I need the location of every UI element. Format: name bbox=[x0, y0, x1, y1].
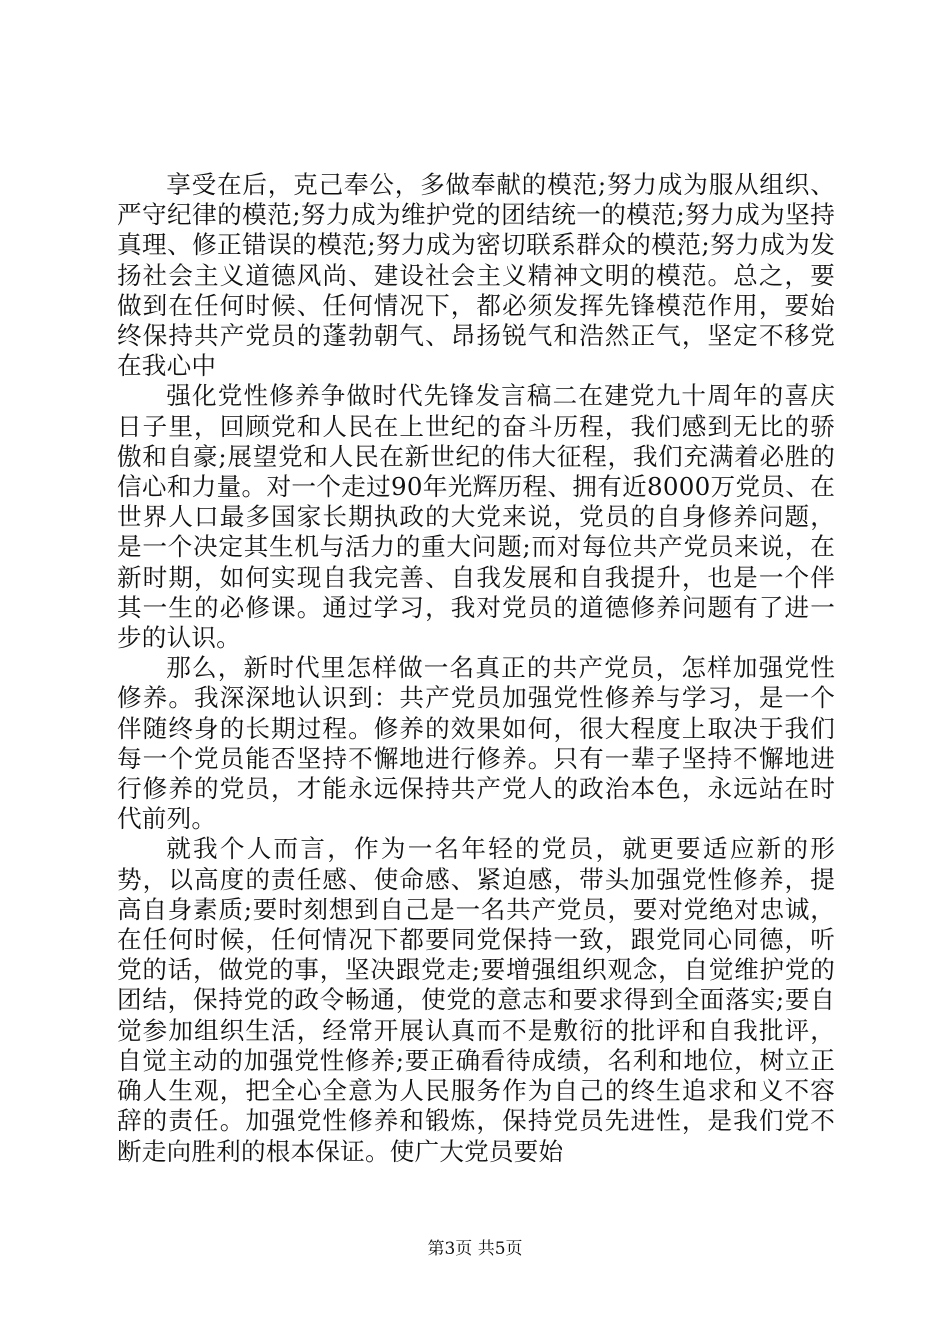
paragraph: 就我个人而言，作为一名年轻的党员，就更要适应新的形势，以高度的责任感、使命感、紧迫感，带头加强党性修养，提高自身素质;要时刻想到自己是一名共产党员，要对党绝对忠诚，在任何时候，任何情况下都要同党保持一致，跟党同心同德，听党的话，做党的事，坚决跟党走;要增强组织观念，自觉维护党的团结，保持党的政令畅通，使党的意志和要求得到全面落实;要自觉参加组织生活，经常开展认真而不是敷衍的批评和自我批评，自觉主动的加强党性修养;要正确看待成绩，名利和地位，树立正确人生观，把全心全意为人民服务作为自己的终生追求和义不容辞的责任。加强党性修养和锻炼，保持党员先进性，是我们党不断走向胜利的根本保证。使广大党员要始 bbox=[117, 834, 835, 1166]
paragraph: 享受在后，克己奉公，多做奉献的模范;努力成为服从组织、严守纪律的模范;努力成为维护党的团结统一的模范;努力成为坚持真理、修正错误的模范;努力成为密切联系群众的模范;努力成为发扬社会主义道德风尚、建设社会主义精神文明的模范。总之，要做到在任何时候、任何情况下，都必须发挥先锋模范作用，要始终保持共产党员的蓬勃朝气、昂扬锐气和浩然正气，坚定不移党在我心中 bbox=[117, 170, 835, 381]
page-number-footer: 第3页 共5页 bbox=[427, 1239, 523, 1259]
paragraph: 强化党性修养争做时代先锋发言稿二在建党九十周年的喜庆日子里，回顾党和人民在上世纪的奋斗历程，我们感到无比的骄傲和自豪;展望党和人民在新世纪的伟大征程，我们充满着必胜的信心和力量。对一个走过90年光辉历程、拥有近8000万党员、在世界人口最多国家长期执政的大党来说，党员的自身修养问题，是一个决定其生机与活力的重大问题;而对每位共产党员来说，在新时期，如何实现自我完善、自我发展和自我提升，也是一个伴其一生的必修课。通过学习，我对党员的道德修养问题有了进一步的认识。 bbox=[117, 381, 835, 653]
document-body bbox=[117, 170, 835, 1167]
paragraph: 那么，新时代里怎样做一名真正的共产党员，怎样加强党性修养。我深深地认识到：共产党员加强党性修养与学习，是一个伴随终身的长期过程。修养的效果如何，很大程度上取决于我们每一个党员能否坚持不懈地进行修养。只有一辈子坚持不懈地进行修养的党员，才能永远保持共产党人的政治本色，永远站在时代前列。 bbox=[117, 653, 835, 834]
